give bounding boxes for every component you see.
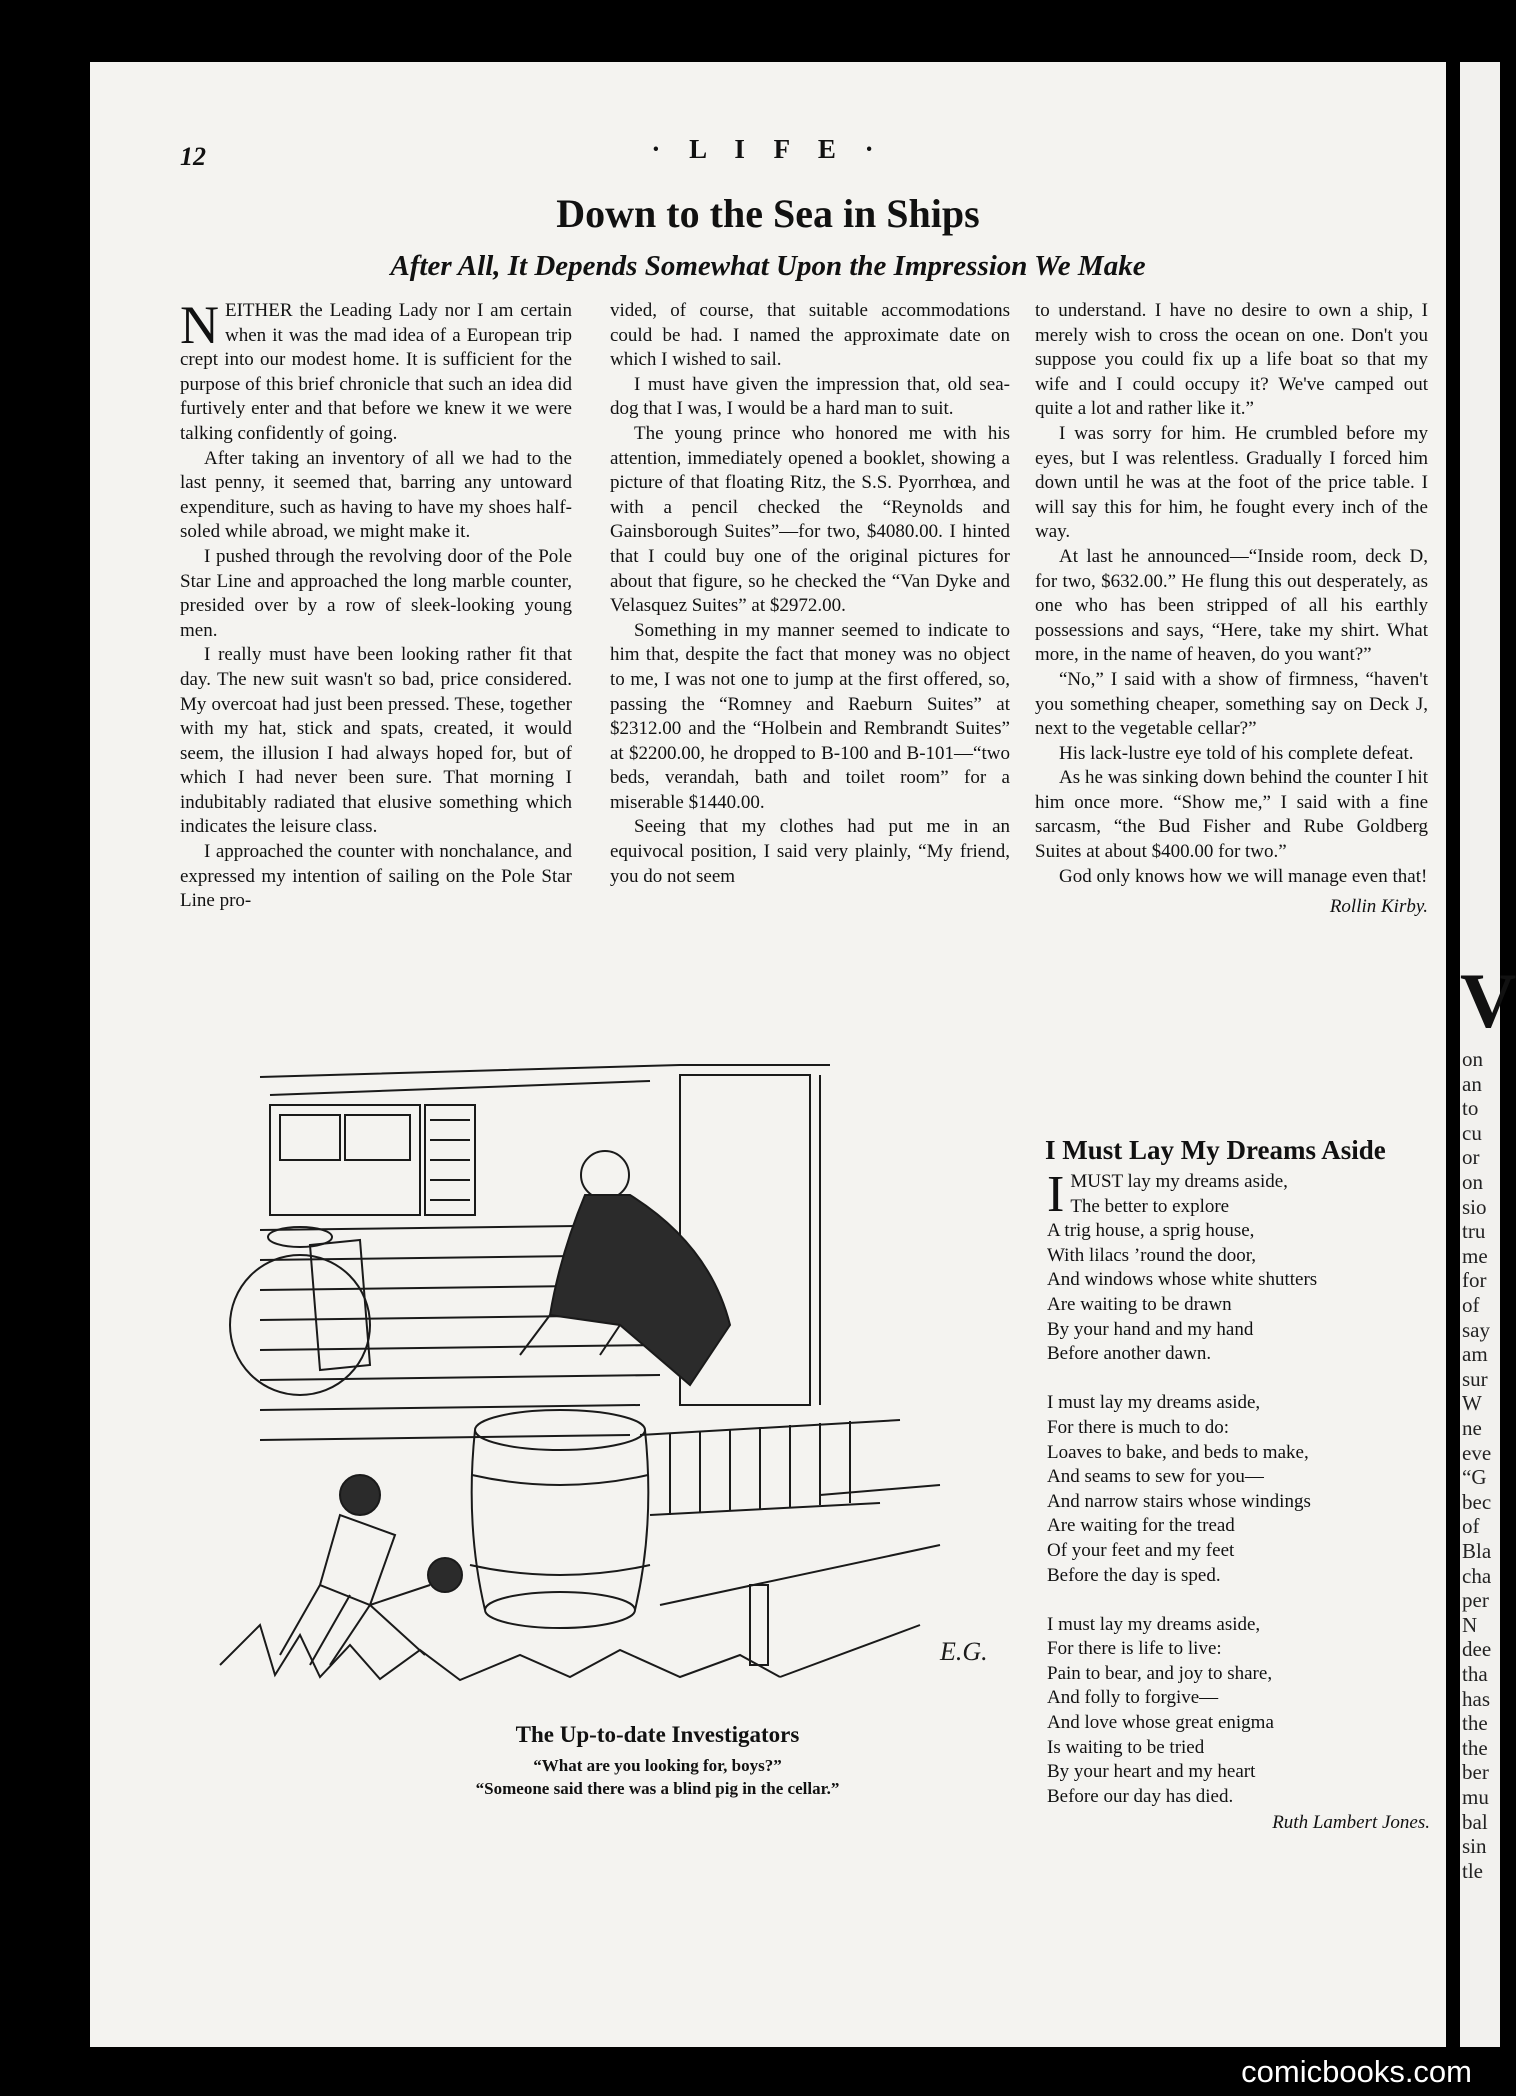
magazine-page	[90, 62, 1446, 2047]
poem-line: MUST lay my dreams aside,	[1070, 1171, 1288, 1192]
artist-mark: E.G.	[940, 1637, 988, 1666]
article-signature: Rollin Kirby.	[1329, 896, 1428, 918]
adjacent-page-fragment: tru	[1462, 1219, 1486, 1244]
adjacent-page-fragment: on	[1462, 1047, 1483, 1071]
cartoon-caption-line: “What are you looking for, boys?”	[533, 1756, 782, 1775]
paragraph: to understand. I have no desire to own a ship, I merely wish to cross the ocean on one. Don't you suppose you could fix up a life boat so that my wife and I could occupy it? We've camped out quite a lot and rather like it.”	[1035, 300, 1428, 420]
paragraph: I was sorry for him. He crumbled before my eyes, but I was relentless. Gradually I forced him down until he was at the foot of the price table. I will say this for him, he fought every inch of the way.	[1035, 422, 1428, 543]
poem-line: For there is life to live:	[1047, 1638, 1222, 1660]
adjacent-page-fragment: the	[1462, 1735, 1488, 1760]
article-column-3	[1035, 299, 1428, 920]
drop-cap: N	[180, 295, 219, 355]
cartoon-caption-title: The Up-to-date Investigators	[515, 1722, 800, 1747]
poem-line: Of your feet and my feet	[1047, 1539, 1235, 1561]
adjacent-page-fragment: cha	[1462, 1563, 1492, 1588]
adjacent-page-fragment: N	[1462, 1612, 1478, 1637]
poem-line: Loaves to bake, and beds to make,	[1047, 1441, 1309, 1463]
paragraph: At last he announced—“Inside room, deck D, for two, $632.00.” He flung this out desperately, as one who has been stripped of all his earthly possessions and says, “Here, take my shirt. What more, in the name of heaven, do you want?”	[1035, 545, 1428, 666]
poem-line: And windows whose white shutters	[1047, 1269, 1318, 1291]
page-number: 12	[180, 142, 206, 171]
article-title: Down to the Sea in Ships	[556, 191, 980, 236]
poem-line: And love whose great enigma	[1047, 1712, 1274, 1734]
adjacent-page-fragment: on	[1462, 1170, 1483, 1194]
poem-stanza	[1047, 1613, 1430, 1810]
site-watermark: comicbooks.com	[1241, 2054, 1472, 2089]
paragraph: I pushed through the revolving door of the Pole Star Line and approached the long marble counter, presided over by a row of sleek-looking young men.	[180, 545, 572, 641]
paragraph: Seeing that my clothes had put me in an equivocal position, I said very plainly, “My friend, you do not seem	[610, 816, 1010, 887]
poem-line: Is waiting to be tried	[1047, 1736, 1205, 1758]
poem-line: With lilacs ’round the door,	[1047, 1244, 1257, 1266]
cartoon-illustration	[220, 1065, 1095, 1685]
paragraph: The young prince who honored me with his attention, immediately opened a booklet, showing a picture of that floating Ritz, the S.S. Pyorrhœa, and with a pencil checked the “Reynolds and Gainsborough Suites”—for two, $4080.00. I hinted that I could buy one of the original pictures for about that figure, so he checked the “Van Dyke and Velasquez Suites” at $2972.00.	[610, 422, 1010, 617]
adjacent-page-fragment: sur	[1462, 1366, 1488, 1391]
poem-line: Are waiting for the tread	[1047, 1515, 1235, 1537]
adjacent-page-fragment: say	[1462, 1317, 1490, 1342]
adjacent-page-fragment: the	[1462, 1711, 1488, 1736]
poem-line: I must lay my dreams aside,	[1047, 1613, 1261, 1635]
adjacent-page-fragment: me	[1462, 1243, 1488, 1268]
poem-line: The better to explore	[1070, 1195, 1230, 1217]
adjacent-page-fragment: mu	[1462, 1785, 1489, 1809]
paragraph: NEITHER the Leading Lady nor I am certain when it was the mad idea of a European trip crept into our modest home. It is sufficient for the purpose of this brief chronicle that such an idea did furtively enter and that before we knew it we were talking confidently of going.	[180, 295, 572, 444]
poem-line: Are waiting to be drawn	[1047, 1293, 1232, 1315]
paragraph: After taking an inventory of all we had to the last penny, it seemed that, barring any untoward expenditure, such as having to have my shoes half-soled while abroad, we might make it.	[180, 447, 572, 543]
adjacent-page-initial: V	[1460, 957, 1516, 1044]
poem-line: Before another dawn.	[1047, 1343, 1212, 1365]
poem-line: Before the day is sped.	[1047, 1564, 1221, 1586]
poem-stanza	[1047, 1391, 1430, 1588]
drop-cap: I	[1047, 1166, 1065, 1223]
adjacent-page-fragment: of	[1462, 1514, 1480, 1539]
adjacent-page-fragment: tha	[1462, 1662, 1488, 1686]
article-column-2	[610, 299, 1010, 889]
adjacent-page-fragment: has	[1462, 1686, 1490, 1711]
adjacent-page-fragment: ber	[1462, 1760, 1489, 1785]
poem-line: And seams to sew for you—	[1047, 1466, 1264, 1488]
paragraph: “No,” I said with a show of firmness, “haven't you something cheaper, something say on Deck J, next to the vegetable cellar?”	[1035, 668, 1428, 740]
paragraph: I approached the counter with nonchalance, and expressed my intention of sailing on the Pole Star Line pro-	[180, 841, 572, 912]
poem-line: And narrow stairs whose windings	[1047, 1490, 1311, 1512]
paragraph: Something in my manner seemed to indicate to him that, despite the fact that money was no object to me, I was not one to jump at the first offered, so, passing the “Romney and Raeburn Suites” at $2312.00 and the “Holbein and Rembrandt Suites” at $2200.00, he dropped to B-100 and B-101—“two beds, verandah, bath and toilet room” for a miserable $1440.00.	[610, 619, 1010, 813]
adjacent-page-fragment: am	[1462, 1342, 1488, 1367]
adjacent-page-fragment: tle	[1462, 1858, 1483, 1883]
poem	[1047, 1166, 1430, 1836]
poem-author: Ruth Lambert Jones.	[1272, 1812, 1430, 1834]
paragraph: vided, of course, that suitable accommodations could be had. I named the approximate date on which I wished to sail.	[610, 300, 1010, 371]
adjacent-page-fragment: bal	[1462, 1809, 1488, 1834]
poem-line: Before our day has died.	[1047, 1785, 1234, 1807]
poem-line: And folly to forgive—	[1047, 1687, 1219, 1709]
poem-stanza	[1047, 1166, 1430, 1367]
adjacent-page-fragment: dee	[1462, 1637, 1492, 1662]
adjacent-page-fragment: an	[1462, 1071, 1482, 1096]
adjacent-page-fragment: to	[1462, 1096, 1479, 1121]
masthead: · L I F E ·	[651, 134, 885, 164]
poem-line: For there is much to do:	[1047, 1416, 1230, 1438]
cartoon-caption-line: “Someone said there was a blind pig in the cellar.”	[475, 1779, 840, 1798]
paragraph: As he was sinking down behind the counter I hit him once more. “Show me,” I said with a fine sarcasm, “the Bud Fisher and Rube Goldberg Suites at about $400.00 for two.”	[1035, 767, 1428, 863]
paragraph: I must have given the impression that, old sea-dog that I was, I would be a hard man to suit.	[610, 373, 1010, 420]
paragraph: God only knows how we will manage even that!	[1059, 865, 1428, 887]
paragraph: His lack-lustre eye told of his complete defeat.	[1059, 742, 1414, 764]
adjacent-page-fragment: per	[1462, 1588, 1489, 1613]
article-column-1	[180, 295, 572, 914]
adjacent-page-fragment: for	[1462, 1268, 1487, 1293]
paragraph: I really must have been looking rather fit that day. The new suit wasn't so bad, price considered. My overcoat had just been pressed. These, together with my hat, stick and spats, created, it would seem, the illusion I had always hoped for, but of which I had never been sure. That morning I indubitably radiated that elusive something which indicates the leisure class.	[180, 644, 572, 838]
adjacent-page-fragment: bec	[1462, 1489, 1492, 1514]
poem-line: By your heart and my heart	[1047, 1761, 1256, 1783]
article-subtitle: After All, It Depends Somewhat Upon the Impression We Make	[390, 250, 1146, 282]
cartoon-drawing	[220, 1065, 1095, 1685]
adjacent-page-fragment: or	[1462, 1145, 1480, 1170]
poem-title: I Must Lay My Dreams Aside	[1045, 1135, 1386, 1165]
adjacent-page-fragment: sin	[1462, 1834, 1487, 1859]
adjacent-page-fragment: ne	[1462, 1416, 1482, 1440]
poem-line: By your hand and my hand	[1047, 1318, 1254, 1340]
adjacent-page-fragment: “G	[1462, 1465, 1487, 1490]
adjacent-page-fragment: of	[1462, 1293, 1480, 1317]
poem-line: Pain to bear, and joy to share,	[1047, 1662, 1273, 1684]
adjacent-page-fragment: W	[1462, 1391, 1482, 1416]
adjacent-page-fragment: cu	[1462, 1120, 1482, 1145]
poem-line: A trig house, a sprig house,	[1047, 1220, 1255, 1242]
adjacent-page-fragment: sio	[1462, 1194, 1487, 1219]
poem-line: I must lay my dreams aside,	[1047, 1392, 1261, 1414]
adjacent-page-fragment: Bla	[1462, 1539, 1492, 1563]
adjacent-page-edge	[1460, 62, 1516, 2047]
adjacent-page-fragment: eve	[1462, 1440, 1492, 1465]
